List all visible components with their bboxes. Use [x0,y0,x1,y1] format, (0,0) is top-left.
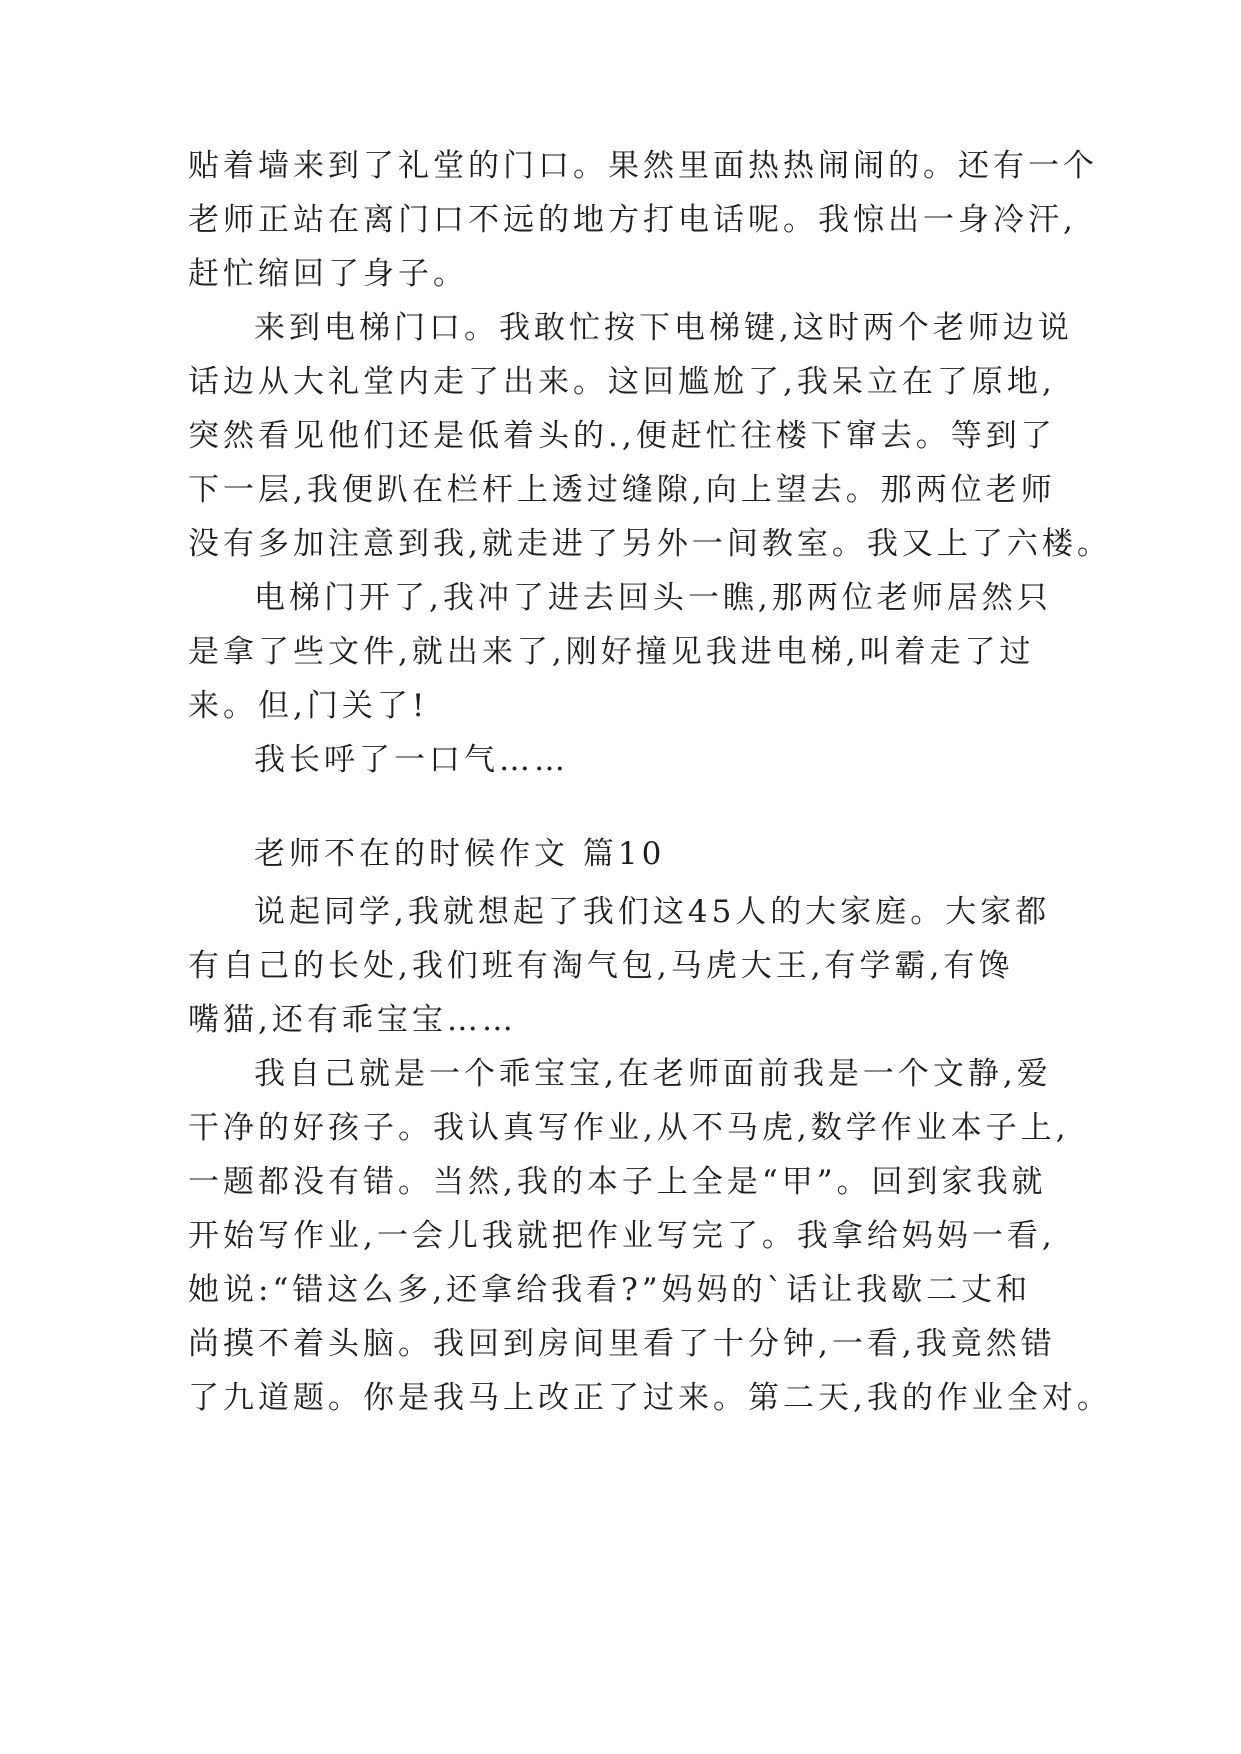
paragraph-line: 干净的好孩子。我认真写作业,从不马虎,数学作业本子上, [188,1110,1070,1146]
paragraph-line: 贴着墙来到了礼堂的门口。果然里面热热闹闹的。还有一个 [188,148,1098,184]
paragraph-line: 尚摸不着头脑。我回到房间里看了十分钟,一看,我竟然错 [188,1326,1056,1362]
paragraph-line: 是拿了些文件,就出来了,刚好撞见我进电梯,叫着走了过 [188,634,1035,670]
paragraph-line: 我长呼了一口气…… [254,742,569,778]
paragraph-line: 下一层,我便趴在栏杆上透过缝隙,向上望去。那两位老师 [188,472,1056,508]
paragraph-line: 没有多加注意到我,就走进了另外一间教室。我又上了六楼。 [188,526,1112,562]
paragraph-line: 突然看见他们还是低着头的.,便赶忙往楼下窜去。等到了 [188,418,1056,454]
paragraph-line: 说起同学,我就想起了我们这45人的大家庭。大家都 [254,894,1051,930]
paragraph-line: 开始写作业,一会儿我就把作业写完了。我拿给妈妈一看, [188,1218,1056,1254]
paragraph-line: 电梯门开了,我冲了进去回头一瞧,那两位老师居然只 [254,580,1052,616]
paragraph-line: 话边从大礼堂内走了出来。这回尴尬了,我呆立在了原地, [188,364,1056,400]
paragraph-line: 嘴猫,还有乖宝宝…… [188,1002,517,1038]
paragraph-line: 她说:“错这么多,还拿给我看?”妈妈的`话让我歇二丈和 [188,1272,1032,1308]
paragraph-line: 来到电梯门口。我敢忙按下电梯键,这时两个老师边说 [254,310,1073,346]
paragraph-line: 有自己的长处,我们班有淘气包,马虎大王,有学霸,有馋 [188,948,1014,984]
paragraph-line: 赶忙缩回了身子。 [188,256,468,292]
paragraph-line: 老师正站在离门口不远的地方打电话呢。我惊出一身冷汗, [188,202,1077,238]
section-heading: 老师不在的时候作文 篇10 [254,836,666,872]
paragraph-line: 一题都没有错。当然,我的本子上全是“甲”。回到家我就 [188,1164,1047,1200]
paragraph-line: 来。但,门关了! [188,688,429,724]
paragraph-line: 我自己就是一个乖宝宝,在老师面前我是一个文静,爱 [254,1056,1052,1092]
paragraph-line: 了九道题。你是我马上改正了过来。第二天,我的作业全对。 [188,1380,1112,1416]
